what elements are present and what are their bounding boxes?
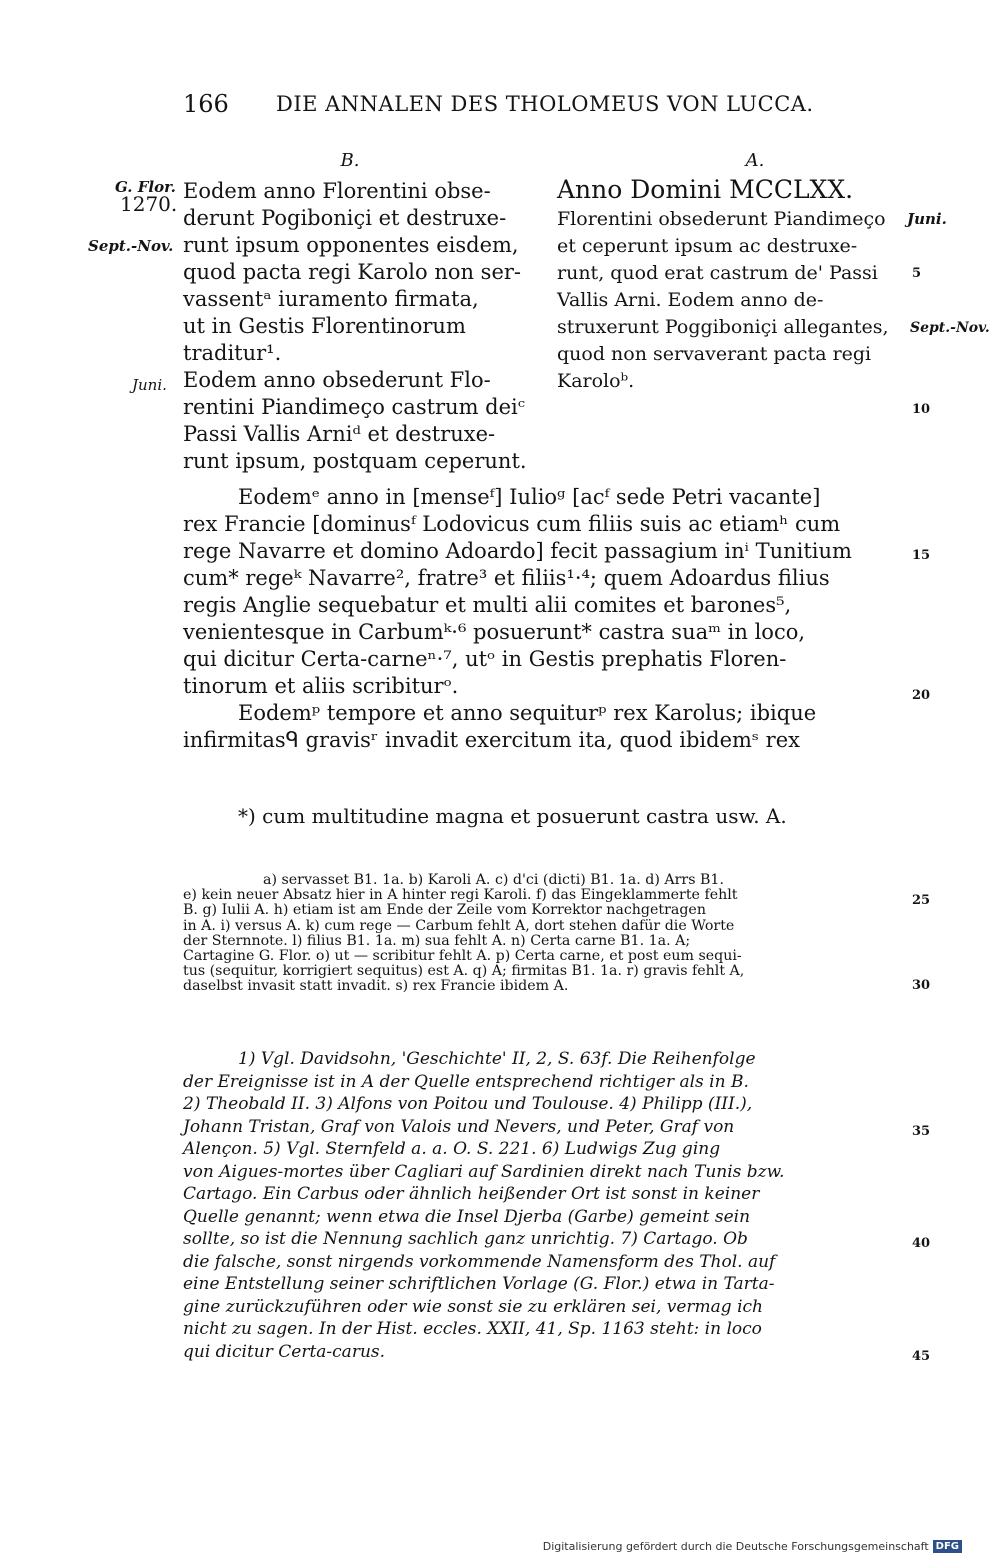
margin-date-juni-left: Juni. bbox=[132, 376, 167, 394]
variant-line: e) kein neuer Absatz hier in A hinter regi Karoli. f) das Eingeklammerte fehlt bbox=[183, 887, 738, 904]
variant-line: der Sternnote. l) filius B1. 1a. m) sua fehlt A. n) Certa carne B1. 1a. A; bbox=[183, 932, 691, 949]
variant-line: a) servasset B1. 1a. b) Karoli A. c) d'ci (dicti) B1. 1a. d) Arrs B1. bbox=[263, 872, 724, 888]
column-a-text bbox=[557, 174, 902, 395]
dfg-logo: DFG bbox=[933, 1540, 962, 1553]
running-title: DIE ANNALEN DES THOLOMEUS VON LUCCA. bbox=[276, 92, 814, 116]
line-number: 35 bbox=[912, 1124, 931, 1139]
variant-line: tus (sequitur, korrigiert sequitus) est A. q) A; firmitas B1. 1a. r) gravis fehlt A, bbox=[183, 963, 745, 980]
text-line: et ceperunt ipsum ac destruxe- bbox=[557, 235, 858, 257]
text-line: qui dicitur Certa-carneⁿ·⁷, utᵒ in Gestis prephatis Floren- bbox=[183, 647, 787, 671]
margin-date-sept-nov-left: Sept.-Nov. bbox=[88, 237, 174, 255]
text-line: Eodem anno Florentini obse- bbox=[183, 179, 491, 203]
margin-year: 1270. bbox=[120, 192, 178, 216]
margin-source-gflor: G. Flor. bbox=[115, 178, 176, 196]
text-line: derunt Pogiboniçi et destruxe- bbox=[183, 206, 507, 230]
line-number: 40 bbox=[912, 1236, 931, 1251]
note-line: 1) Vgl. Davidsohn, 'Geschichte' II, 2, S. 63f. Die Reihenfolge bbox=[238, 1049, 756, 1069]
text-line: quod pacta regi Karolo non ser- bbox=[183, 260, 522, 284]
text-line: cum* regeᵏ Navarre², fratre³ et filiis¹·⁴; quem Adoardus filius bbox=[183, 566, 830, 590]
variant-line: Cartagine G. Flor. o) ut — scribitur fehlt A. p) Certa carne, et post eum sequi- bbox=[183, 948, 742, 965]
column-label-a: A. bbox=[745, 150, 765, 171]
note-line: sollte, so ist die Nennung sachlich ganz unrichtig. 7) Cartago. Ob bbox=[183, 1229, 748, 1249]
note-line: Cartago. Ein Carbus oder ähnlich heißender Ort ist sonst in keiner bbox=[183, 1184, 760, 1204]
line-number: 30 bbox=[912, 978, 931, 993]
text-line: venientesque in Carbumᵏ·⁶ posuerunt* castra suaᵐ in loco, bbox=[183, 620, 806, 644]
line-number: 25 bbox=[912, 893, 931, 908]
text-line: rex Francie [dominusᶠ Lodovicus cum filiis suis ac etiamʰ cum bbox=[183, 512, 841, 536]
note-line: der Ereignisse ist in A der Quelle entsprechend richtiger als in B. bbox=[183, 1071, 749, 1092]
variant-line: daselbst invasit statt invadit. s) rex Francie ibidem A. bbox=[183, 978, 569, 995]
main-text bbox=[183, 484, 900, 754]
line-number: 45 bbox=[912, 1349, 931, 1364]
text-line: infirmitasᑫ gravisʳ invadit exercitum ita, quod ibidemˢ rex bbox=[183, 728, 800, 752]
note-line: Johann Tristan, Graf von Valois und Nevers, und Peter, Graf von bbox=[183, 1116, 735, 1137]
margin-date-juni-right: Juni. bbox=[907, 210, 947, 228]
text-line: rentini Piandimeço castrum deiᶜ bbox=[183, 395, 526, 419]
text-line: regis Anglie sequebatur et multi alii comites et barones⁵, bbox=[183, 593, 792, 617]
variant-apparatus bbox=[183, 873, 903, 995]
text-line: quod non servaverant pacta regi bbox=[557, 343, 872, 365]
text-line: Passi Vallis Arniᵈ et destruxe- bbox=[183, 422, 496, 446]
margin-date-sept-nov-right: Sept.-Nov. bbox=[910, 320, 990, 336]
column-b-text bbox=[183, 178, 528, 475]
text-line: runt, quod erat castrum de' Passi bbox=[557, 262, 878, 284]
text-line: rege Navarre et domino Adoardo] fecit passagium inⁱ Tunitium bbox=[183, 539, 852, 563]
note-line: von Aigues-mortes über Cagliari auf Sardinien direkt nach Tunis bzw. bbox=[183, 1161, 785, 1182]
text-line: runt ipsum opponentes eisdem, bbox=[183, 233, 519, 257]
note-line: 2) Theobald II. 3) Alfons von Poitou und Toulouse. 4) Philipp (III.), bbox=[183, 1094, 753, 1114]
text-line: Vallis Arni. Eodem anno de- bbox=[557, 289, 824, 311]
note-line: nicht zu sagen. In der Hist. eccles. XXII, 41, Sp. 1163 steht: in loco bbox=[183, 1319, 762, 1339]
note-line: die falsche, sonst nirgends vorkommende Namensform des Thol. auf bbox=[183, 1251, 776, 1272]
note-line: qui dicitur Certa-carus. bbox=[183, 1341, 386, 1362]
note-line: eine Entstellung seiner schriftlichen Vorlage (G. Flor.) etwa in Tarta- bbox=[183, 1274, 775, 1294]
text-line: Eodemᵉ anno in [menseᶠ] Iulioᵍ [acᶠ sede Petri vacante] bbox=[238, 485, 821, 509]
line-number: 20 bbox=[912, 688, 931, 703]
text-line: traditur¹. bbox=[183, 341, 282, 365]
note-line: Quelle genannt; wenn etwa die Insel Djerba (Garbe) gemeint sein bbox=[183, 1206, 751, 1227]
text-line: ut in Gestis Florentinorum bbox=[183, 314, 466, 338]
star-note: *) cum multitudine magna et posuerunt castra usw. A. bbox=[238, 804, 787, 828]
footer-text: Digitalisierung gefördert durch die Deutsche Forschungsgemeinschaft bbox=[542, 1540, 929, 1553]
explanatory-notes bbox=[183, 1048, 903, 1363]
page-number: 166 bbox=[183, 90, 229, 118]
line-number: 15 bbox=[912, 548, 931, 563]
variant-line: in A. i) versus A. k) cum rege — Carbum fehlt A, dort stehen dafür die Worte bbox=[183, 917, 735, 934]
column-label-b: B. bbox=[340, 150, 360, 171]
note-line: gine zurückzuführen oder wie sonst sie zu erklären sei, vermag ich bbox=[183, 1296, 764, 1317]
note-line: Alençon. 5) Vgl. Sternfeld a. a. O. S. 221. 6) Ludwigs Zug ging bbox=[183, 1139, 721, 1159]
text-line: Florentini obsederunt Piandimeço bbox=[557, 208, 886, 230]
text-line: Eodemᵖ tempore et anno sequiturᵖ rex Karolus; ibique bbox=[238, 701, 817, 725]
text-line: Eodem anno obsederunt Flo- bbox=[183, 368, 491, 392]
line-number: 10 bbox=[912, 402, 931, 417]
line-number: 5 bbox=[912, 266, 922, 281]
text-line: runt ipsum, postquam ceperunt. bbox=[183, 449, 527, 473]
digitization-footer bbox=[543, 1540, 962, 1553]
text-line: Karoloᵇ. bbox=[557, 370, 635, 392]
text-line: vassentᵃ iuramento firmata, bbox=[183, 287, 479, 311]
year-heading: Anno Domini MCCLXX. bbox=[557, 175, 854, 204]
text-line: struxerunt Poggiboniçi allegantes, bbox=[557, 316, 889, 338]
text-line: tinorum et aliis scribiturᵒ. bbox=[183, 674, 459, 698]
variant-line: B. g) Iulii A. h) etiam ist am Ende der Zeile vom Korrektor nachgetragen bbox=[183, 902, 706, 919]
